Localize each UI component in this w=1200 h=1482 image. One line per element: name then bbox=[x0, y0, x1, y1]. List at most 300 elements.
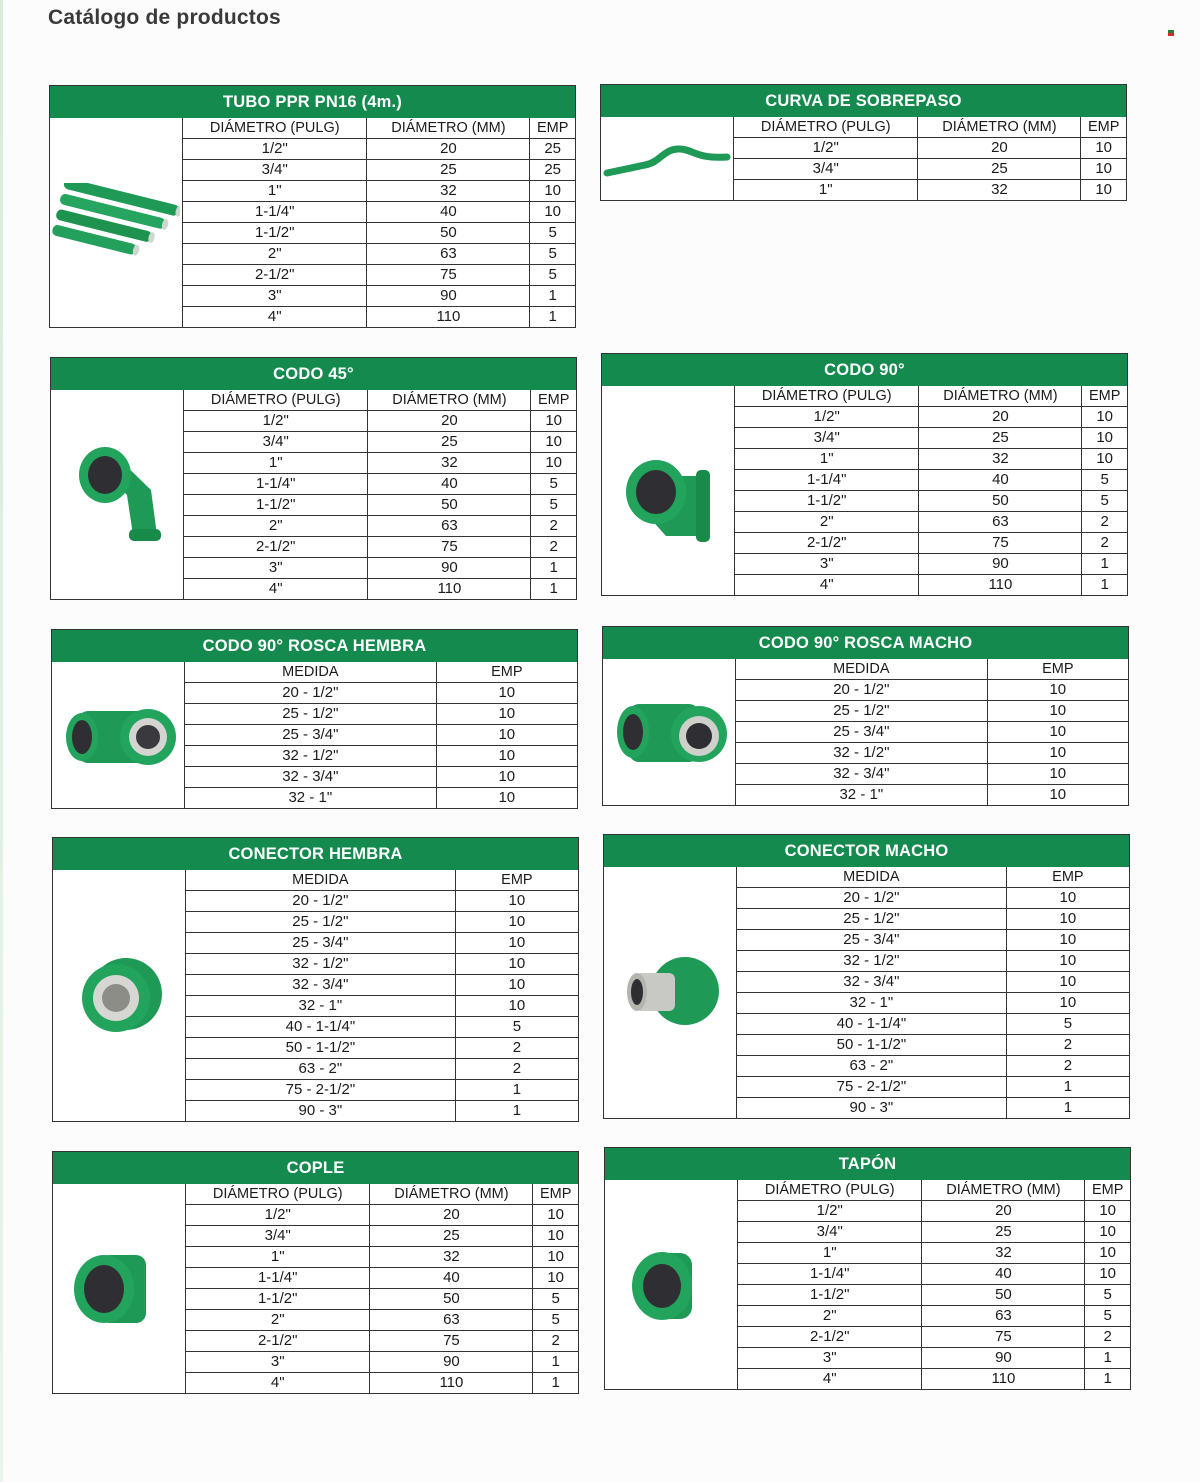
table-cell: 3" bbox=[735, 554, 919, 575]
bypass-curve-icon bbox=[603, 129, 731, 189]
spec-table bbox=[185, 662, 577, 808]
table-cell: 25 - 3/4" bbox=[186, 933, 455, 954]
table-row bbox=[735, 512, 1127, 533]
product-title: CODO 90° ROSCA MACHO bbox=[603, 627, 1128, 659]
table-row bbox=[185, 788, 577, 809]
table-row bbox=[736, 680, 1128, 701]
table-cell: 10 bbox=[455, 891, 578, 912]
table-row bbox=[186, 975, 578, 996]
table-cell: 2 bbox=[1006, 1056, 1129, 1077]
table-row bbox=[186, 954, 578, 975]
male-connector-icon bbox=[615, 943, 725, 1043]
table-cell: 1/2" bbox=[738, 1201, 922, 1222]
spec-table bbox=[184, 390, 576, 599]
table-cell: 1-1/4" bbox=[184, 474, 368, 495]
product-codo90macho bbox=[602, 626, 1129, 806]
table-cell: 10 bbox=[1006, 972, 1129, 993]
table-row bbox=[735, 491, 1127, 512]
table-cell: 5 bbox=[455, 1017, 578, 1038]
table-row bbox=[183, 139, 575, 160]
corner-mark bbox=[1168, 30, 1174, 36]
table-cell: 10 bbox=[1082, 407, 1127, 428]
table-cell: 50 bbox=[919, 491, 1082, 512]
product-title: CODO 90° ROSCA HEMBRA bbox=[52, 630, 577, 662]
spec-table bbox=[183, 118, 575, 327]
table-cell: 20 - 1/2" bbox=[737, 888, 1006, 909]
product-codo90 bbox=[601, 353, 1128, 596]
table-cell: 90 - 3" bbox=[849, 1099, 894, 1116]
column-header: EMP bbox=[1085, 1180, 1130, 1201]
table-cell: 20 bbox=[919, 407, 1082, 428]
table-cell: 1-1/2" bbox=[184, 495, 368, 516]
table-cell: 1 bbox=[1085, 1369, 1130, 1390]
table-cell: 110 bbox=[367, 307, 530, 328]
table-cell: 90 - 3" bbox=[298, 1102, 343, 1119]
product-title: COPLE bbox=[53, 1152, 578, 1184]
table-cell: 4" bbox=[822, 1370, 837, 1387]
column-header: DIÁMETRO (MM) bbox=[370, 1184, 533, 1205]
table-row bbox=[186, 1205, 578, 1226]
table-header-row bbox=[736, 659, 1128, 680]
table-cell: 25 bbox=[530, 139, 575, 160]
table-row bbox=[186, 1017, 578, 1038]
table-row bbox=[738, 1348, 1130, 1369]
table-cell: 2-1/2" bbox=[738, 1327, 922, 1348]
page-title: Catálogo de productos bbox=[48, 6, 281, 29]
table-cell: 10 bbox=[436, 683, 577, 704]
column-header: DIÁMETRO (PULG) bbox=[735, 386, 919, 407]
table-row bbox=[736, 743, 1128, 764]
male-connector-photo bbox=[604, 867, 737, 1118]
table-cell: 10 bbox=[1006, 951, 1129, 972]
table-row bbox=[738, 1264, 1130, 1285]
column-header: EMP bbox=[436, 662, 577, 683]
tube-photo bbox=[50, 118, 183, 327]
table-cell: 4" bbox=[270, 1374, 285, 1391]
table-row bbox=[186, 1352, 578, 1373]
table-cell: 1 bbox=[531, 579, 576, 600]
table-cell: 75 - 2-1/2" bbox=[186, 1080, 455, 1101]
table-cell: 10 bbox=[987, 680, 1128, 701]
table-row bbox=[734, 180, 1126, 201]
table-row bbox=[183, 265, 575, 286]
table-cell: 3/4" bbox=[734, 159, 918, 180]
product-codo90hembra bbox=[51, 629, 578, 809]
table-cell: 32 - 1/2" bbox=[185, 746, 436, 767]
table-header-row bbox=[186, 1184, 578, 1205]
table-row bbox=[186, 1331, 578, 1352]
table-cell: 20 - 1/2" bbox=[186, 891, 455, 912]
table-cell: 1-1/4" bbox=[186, 1268, 370, 1289]
table-cell: 32 - 1" bbox=[737, 993, 1006, 1014]
table-cell: 1 bbox=[530, 307, 575, 328]
table-cell: 2" bbox=[186, 1310, 370, 1331]
table-cell: 1-1/4" bbox=[738, 1264, 922, 1285]
table-cell: 10 bbox=[455, 912, 578, 933]
table-cell: 32 bbox=[922, 1243, 1085, 1264]
table-row bbox=[734, 159, 1126, 180]
table-cell: 1-1/4" bbox=[183, 202, 367, 223]
table-cell: 25 bbox=[919, 428, 1082, 449]
table-cell: 10 bbox=[1085, 1222, 1130, 1243]
table-row bbox=[185, 746, 577, 767]
table-cell: 2 bbox=[1085, 1327, 1130, 1348]
product-title: CURVA DE SOBREPASO bbox=[601, 85, 1126, 117]
table-row bbox=[737, 951, 1129, 972]
table-cell: 90 bbox=[368, 558, 531, 579]
table-cell: 2-1/2" bbox=[184, 537, 368, 558]
table-cell: 1/2" bbox=[186, 1205, 370, 1226]
table-cell: 50 bbox=[368, 495, 531, 516]
table-cell: 1 bbox=[1006, 1077, 1129, 1098]
column-header: EMP bbox=[530, 118, 575, 139]
table-cell: 2" bbox=[735, 512, 919, 533]
table-cell: 10 bbox=[987, 701, 1128, 722]
table-cell: 10 bbox=[1006, 930, 1129, 951]
table-cell: 2 bbox=[533, 1331, 578, 1352]
product-curva bbox=[600, 84, 1127, 201]
table-cell: 10 bbox=[533, 1247, 578, 1268]
table-cell: 75 bbox=[922, 1327, 1085, 1348]
table-row bbox=[186, 1373, 578, 1394]
table-row bbox=[183, 202, 575, 223]
table-cell: 2" bbox=[738, 1306, 922, 1327]
table-cell: 2 bbox=[1006, 1035, 1129, 1056]
table-cell: 10 bbox=[530, 181, 575, 202]
table-cell: 5 bbox=[531, 474, 576, 495]
table-cell: 2-1/2" bbox=[183, 265, 367, 286]
table-cell: 5 bbox=[1006, 1014, 1129, 1035]
table-row bbox=[184, 432, 576, 453]
table-cell: 5 bbox=[1085, 1285, 1130, 1306]
table-cell: 3/4" bbox=[183, 160, 367, 181]
table-cell: 20 - 1/2" bbox=[736, 680, 987, 701]
table-cell: 20 - 1/2" bbox=[185, 683, 436, 704]
table-cell: 50 - 1-1/2" bbox=[186, 1038, 455, 1059]
column-header: EMP bbox=[1082, 386, 1127, 407]
table-cell: 10 bbox=[1082, 449, 1127, 470]
table-row bbox=[183, 223, 575, 244]
spec-table bbox=[736, 659, 1128, 805]
cap-photo bbox=[605, 1180, 738, 1389]
table-cell: 3/4" bbox=[735, 428, 919, 449]
table-cell: 10 bbox=[455, 933, 578, 954]
table-cell: 32 - 1" bbox=[839, 786, 884, 803]
table-cell: 10 bbox=[1082, 428, 1127, 449]
product-title: CODO 90° bbox=[602, 354, 1127, 386]
column-header: DIÁMETRO (PULG) bbox=[183, 118, 367, 139]
table-cell: 63 - 2" bbox=[737, 1056, 1006, 1077]
table-cell: 1 bbox=[1082, 554, 1127, 575]
table-cell: 1" bbox=[818, 181, 833, 198]
column-header: DIÁMETRO (PULG) bbox=[186, 1184, 370, 1205]
table-cell: 1-1/2" bbox=[738, 1285, 922, 1306]
table-cell: 20 bbox=[922, 1201, 1085, 1222]
table-header-row bbox=[183, 118, 575, 139]
table-cell: 32 - 1" bbox=[186, 996, 455, 1017]
table-row bbox=[186, 933, 578, 954]
table-cell: 40 bbox=[370, 1268, 533, 1289]
column-header: EMP bbox=[1006, 867, 1129, 888]
table-row bbox=[186, 1289, 578, 1310]
table-row bbox=[186, 912, 578, 933]
table-cell: 25 bbox=[922, 1222, 1085, 1243]
table-row bbox=[737, 930, 1129, 951]
page-edge-strip bbox=[0, 0, 3, 1482]
column-header: MEDIDA bbox=[185, 662, 436, 683]
table-cell: 1" bbox=[186, 1247, 370, 1268]
product-title: TUBO PPR PN16 (4m.) bbox=[50, 86, 575, 118]
table-cell: 90 bbox=[370, 1352, 533, 1373]
table-cell: 20 bbox=[368, 411, 531, 432]
product-tapon bbox=[604, 1147, 1131, 1390]
table-row bbox=[738, 1306, 1130, 1327]
column-header: MEDIDA bbox=[736, 659, 987, 680]
table-cell: 110 bbox=[368, 579, 531, 600]
table-cell: 1" bbox=[183, 181, 367, 202]
table-row bbox=[186, 1268, 578, 1289]
female-connector-icon bbox=[64, 946, 174, 1046]
table-cell: 5 bbox=[1085, 1306, 1130, 1327]
table-cell: 25 bbox=[370, 1226, 533, 1247]
column-header: EMP bbox=[455, 870, 578, 891]
table-cell: 63 bbox=[368, 516, 531, 537]
table-row bbox=[735, 470, 1127, 491]
table-row bbox=[183, 286, 575, 307]
table-row bbox=[183, 307, 575, 328]
table-cell: 40 bbox=[919, 470, 1082, 491]
table-cell: 1 bbox=[1085, 1348, 1130, 1369]
table-cell: 4" bbox=[819, 576, 834, 593]
table-cell: 2-1/2" bbox=[186, 1331, 370, 1352]
product-title: CONECTOR HEMBRA bbox=[53, 838, 578, 870]
table-header-row bbox=[738, 1180, 1130, 1201]
spec-table bbox=[738, 1180, 1130, 1389]
table-row bbox=[186, 1247, 578, 1268]
coupling-icon bbox=[64, 1239, 174, 1339]
table-cell: 10 bbox=[1081, 180, 1126, 201]
table-cell: 40 - 1-1/4" bbox=[737, 1014, 1006, 1035]
table-row bbox=[734, 138, 1126, 159]
table-row bbox=[186, 996, 578, 1017]
spec-table bbox=[734, 117, 1126, 200]
table-cell: 2 bbox=[455, 1059, 578, 1080]
table-cell: 4" bbox=[267, 308, 282, 325]
table-header-row bbox=[186, 870, 578, 891]
table-cell: 40 bbox=[368, 474, 531, 495]
table-row bbox=[184, 516, 576, 537]
column-header: DIÁMETRO (MM) bbox=[922, 1180, 1085, 1201]
table-cell: 1" bbox=[738, 1243, 922, 1264]
table-cell: 50 bbox=[922, 1285, 1085, 1306]
table-cell: 25 bbox=[530, 160, 575, 181]
table-row bbox=[737, 1056, 1129, 1077]
table-cell: 25 bbox=[918, 159, 1081, 180]
table-cell: 1 bbox=[530, 286, 575, 307]
table-cell: 1-1/2" bbox=[183, 223, 367, 244]
table-cell: 10 bbox=[533, 1268, 578, 1289]
column-header: DIÁMETRO (MM) bbox=[368, 390, 531, 411]
table-row bbox=[737, 1098, 1129, 1119]
table-row bbox=[184, 579, 576, 600]
table-row bbox=[737, 1014, 1129, 1035]
table-cell: 2 bbox=[455, 1038, 578, 1059]
table-cell: 25 bbox=[367, 160, 530, 181]
table-header-row bbox=[737, 867, 1129, 888]
table-cell: 10 bbox=[1085, 1264, 1130, 1285]
product-title: CODO 45° bbox=[51, 358, 576, 390]
table-cell: 32 bbox=[918, 180, 1081, 201]
table-cell: 1" bbox=[184, 453, 368, 474]
table-cell: 10 bbox=[987, 722, 1128, 743]
elbow-90-photo bbox=[602, 386, 735, 595]
table-row bbox=[185, 725, 577, 746]
table-cell: 3/4" bbox=[184, 432, 368, 453]
product-tubo bbox=[49, 85, 576, 328]
table-cell: 25 - 3/4" bbox=[737, 930, 1006, 951]
table-cell: 1 bbox=[533, 1373, 578, 1394]
table-row bbox=[184, 453, 576, 474]
table-cell: 10 bbox=[533, 1226, 578, 1247]
table-cell: 1/2" bbox=[184, 411, 368, 432]
table-row bbox=[186, 1226, 578, 1247]
table-cell: 2 bbox=[531, 537, 576, 558]
table-cell: 3" bbox=[186, 1352, 370, 1373]
table-cell: 40 bbox=[367, 202, 530, 223]
table-cell: 32 - 3/4" bbox=[186, 975, 455, 996]
table-cell: 90 bbox=[367, 286, 530, 307]
table-row bbox=[184, 474, 576, 495]
table-cell: 63 bbox=[919, 512, 1082, 533]
table-cell: 3" bbox=[183, 286, 367, 307]
table-cell: 32 - 1/2" bbox=[736, 743, 987, 764]
column-header: EMP bbox=[1081, 117, 1126, 138]
table-row bbox=[735, 428, 1127, 449]
table-cell: 2 bbox=[531, 516, 576, 537]
table-cell: 10 bbox=[530, 202, 575, 223]
table-cell: 40 - 1-1/4" bbox=[186, 1017, 455, 1038]
table-row bbox=[183, 160, 575, 181]
table-cell: 3/4" bbox=[738, 1222, 922, 1243]
table-cell: 20 bbox=[367, 139, 530, 160]
table-cell: 10 bbox=[1006, 993, 1129, 1014]
table-cell: 110 bbox=[919, 575, 1082, 596]
table-cell: 4" bbox=[268, 580, 283, 597]
table-cell: 25 - 1/2" bbox=[185, 704, 436, 725]
elbow-female-thread-icon bbox=[56, 685, 180, 785]
table-header-row bbox=[734, 117, 1126, 138]
table-cell: 10 bbox=[531, 453, 576, 474]
column-header: DIÁMETRO (MM) bbox=[919, 386, 1082, 407]
table-cell: 110 bbox=[922, 1369, 1085, 1390]
table-cell: 10 bbox=[455, 975, 578, 996]
table-cell: 1 bbox=[1082, 575, 1127, 596]
table-cell: 32 bbox=[367, 181, 530, 202]
table-cell: 25 - 1/2" bbox=[737, 909, 1006, 930]
table-cell: 10 bbox=[455, 954, 578, 975]
table-cell: 50 - 1-1/2" bbox=[737, 1035, 1006, 1056]
table-cell: 2" bbox=[184, 516, 368, 537]
table-cell: 5 bbox=[533, 1289, 578, 1310]
table-cell: 3/4" bbox=[186, 1226, 370, 1247]
column-header: EMP bbox=[531, 390, 576, 411]
table-cell: 1 bbox=[533, 1352, 578, 1373]
column-header: MEDIDA bbox=[186, 870, 455, 891]
table-row bbox=[737, 1077, 1129, 1098]
product-codo45 bbox=[50, 357, 577, 600]
table-cell: 5 bbox=[530, 244, 575, 265]
table-row bbox=[184, 411, 576, 432]
product-title: TAPÓN bbox=[605, 1148, 1130, 1180]
elbow-male-thread-photo bbox=[603, 659, 736, 805]
table-row bbox=[738, 1243, 1130, 1264]
product-conectorhembra bbox=[52, 837, 579, 1122]
column-header: EMP bbox=[533, 1184, 578, 1205]
table-row bbox=[738, 1222, 1130, 1243]
bypass-curve-photo bbox=[601, 117, 734, 200]
table-cell: 2" bbox=[183, 244, 367, 265]
table-cell: 32 bbox=[368, 453, 531, 474]
table-row bbox=[735, 407, 1127, 428]
table-row bbox=[735, 449, 1127, 470]
table-row bbox=[185, 704, 577, 725]
table-cell: 20 bbox=[370, 1205, 533, 1226]
table-row bbox=[735, 533, 1127, 554]
table-row bbox=[737, 909, 1129, 930]
table-cell: 10 bbox=[531, 411, 576, 432]
table-cell: 10 bbox=[455, 996, 578, 1017]
cap-icon bbox=[616, 1235, 726, 1335]
table-cell: 32 - 1/2" bbox=[737, 951, 1006, 972]
table-cell: 10 bbox=[987, 743, 1128, 764]
table-cell: 10 bbox=[1085, 1201, 1130, 1222]
table-cell: 1 bbox=[531, 558, 576, 579]
table-cell: 10 bbox=[987, 785, 1128, 806]
table-row bbox=[184, 537, 576, 558]
table-row bbox=[737, 888, 1129, 909]
table-row bbox=[184, 558, 576, 579]
column-header: DIÁMETRO (MM) bbox=[367, 118, 530, 139]
table-cell: 63 bbox=[367, 244, 530, 265]
table-cell: 50 bbox=[370, 1289, 533, 1310]
female-connector-photo bbox=[53, 870, 186, 1121]
table-cell: 10 bbox=[1081, 138, 1126, 159]
table-cell: 40 bbox=[922, 1264, 1085, 1285]
table-row bbox=[183, 181, 575, 202]
spec-table bbox=[186, 1184, 578, 1393]
table-cell: 10 bbox=[436, 704, 577, 725]
table-cell: 2 bbox=[1082, 533, 1127, 554]
table-row bbox=[738, 1285, 1130, 1306]
table-cell: 3" bbox=[738, 1348, 922, 1369]
column-header: DIÁMETRO (PULG) bbox=[738, 1180, 922, 1201]
table-row bbox=[736, 701, 1128, 722]
table-row bbox=[737, 993, 1129, 1014]
table-cell: 2-1/2" bbox=[735, 533, 919, 554]
table-cell: 1-1/2" bbox=[186, 1289, 370, 1310]
table-cell: 63 bbox=[370, 1310, 533, 1331]
elbow-45-photo bbox=[51, 390, 184, 599]
table-header-row bbox=[185, 662, 577, 683]
column-header: EMP bbox=[987, 659, 1128, 680]
table-cell: 10 bbox=[1085, 1243, 1130, 1264]
table-row bbox=[184, 495, 576, 516]
table-cell: 10 bbox=[987, 764, 1128, 785]
spec-table bbox=[735, 386, 1127, 595]
table-cell: 5 bbox=[533, 1310, 578, 1331]
coupling-photo bbox=[53, 1184, 186, 1393]
table-cell: 1 bbox=[455, 1080, 578, 1101]
